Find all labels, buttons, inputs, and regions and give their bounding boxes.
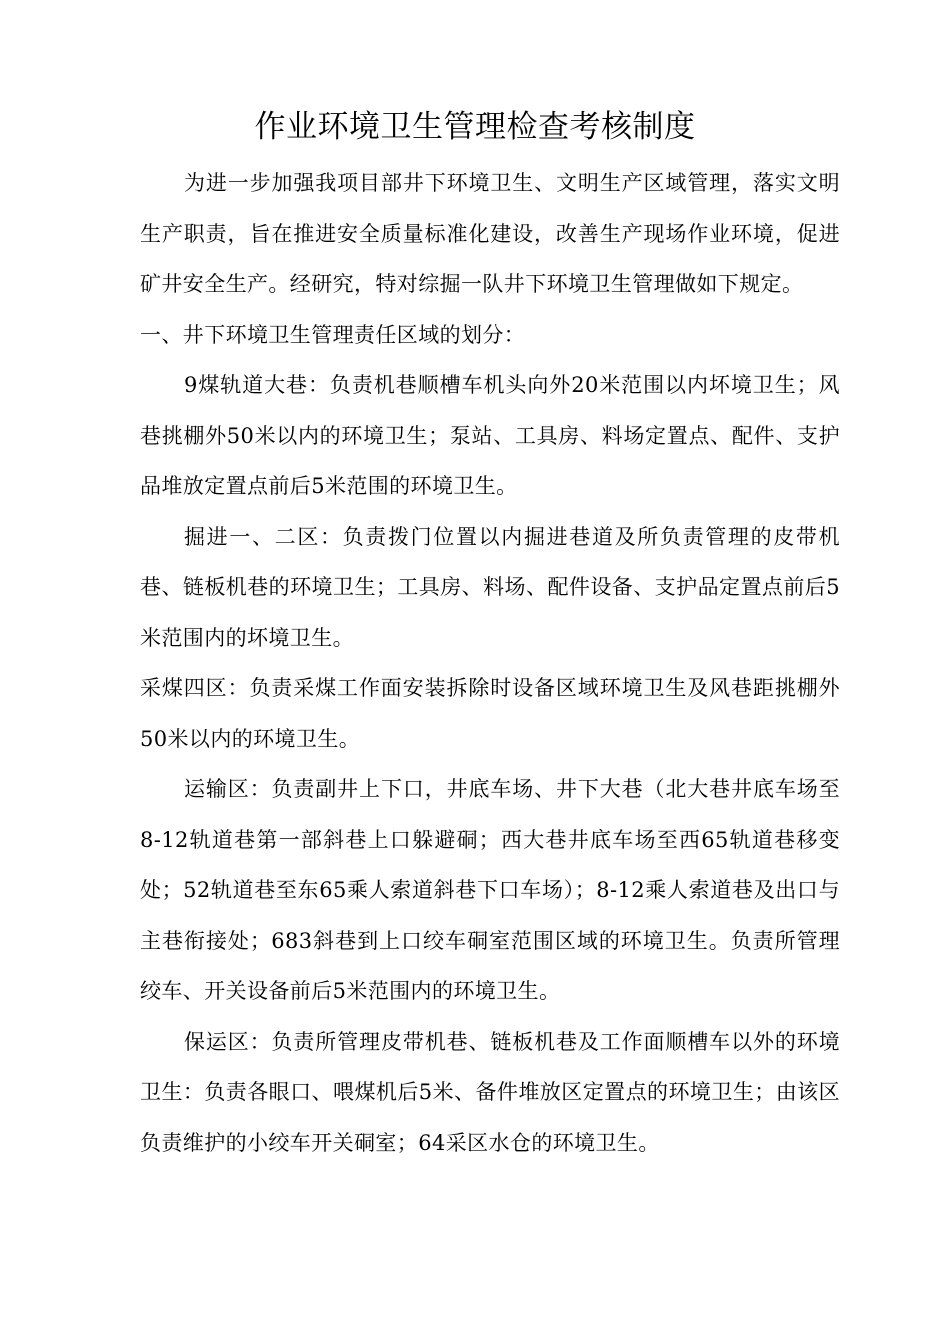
mining-area-paragraph: 采煤四区：负责采煤工作面安装拆除时设备区域环境卫生及风巷距挑棚外50米以内的环境卫生。 [140,676,840,751]
coal9-track-roadway-paragraph: 9煤轨道大巷：负责机巷顺槽车机头向外20米范围以内坏境卫生；风巷挑棚外50米以内的环境卫生；泵站、工具房、料场定置点、配件、支护品堆放定置点前后5米范围的环境卫生。 [140,373,840,498]
document-title: 作业环境卫生管理检查考核制度 [254,109,696,145]
transport-area-paragraph: 运输区：负责副井上下口，井底车场、井下大巷（北大巷井底车场至8-12轨道巷第一部斜巷上口躲避硐；西大巷井底车场至西65轨道巷移变处；52轨道巷至东65乘人索道斜巷下口车场）；8-12乘人索道巷及出口与主巷衔接处；683斜巷到上口绞车硐室范围区域的环境卫生。负责所管理绞车、开关设备前后5米范围内的环境卫生。 [140,777,840,1003]
intro-paragraph: 为进一步加强我项目部井下环境卫生、文明生产区域管理，落实文明生产职责，旨在推进安全质量标准化建设，改善生产现场作业环境，促进矿井安全生产。经研究，特对综掘一队井下环境卫生管理做如下规定。 [140,171,840,296]
document-body [140,158,840,1168]
maintenance-area-paragraph: 保运区：负责所管理皮带机巷、链板机巷及工作面顺槽车以外的环境卫生：负责各眼口、喂煤机后5米、备件堆放区定置点的环境卫生；由该区负责维护的小绞车开关硐室；64采区水仓的环境卫生。 [140,1029,840,1155]
section-heading: 一、井下环境卫生管理责任区域的划分： [140,322,526,347]
excavation-area-paragraph: 掘进一、二区：负责拨门位置以内掘进巷道及所负责管理的皮带机巷、链板机巷的环境卫生；工具房、料场、配件设备、支护品定置点前后5米范围内的坏境卫生。 [140,524,840,650]
